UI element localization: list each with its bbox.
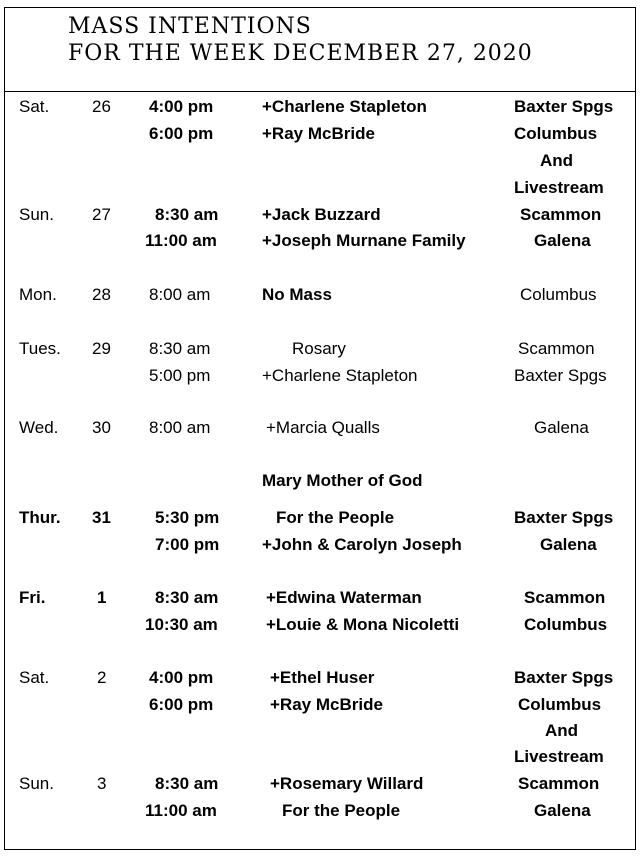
mass-location: Livestream	[514, 747, 604, 766]
mass-location: Baxter Spgs	[514, 366, 607, 385]
mass-location: Columbus	[520, 285, 597, 304]
mass-time: 5:00 pm	[149, 366, 211, 385]
title-line-1: MASS INTENTIONS	[68, 14, 312, 39]
mass-location: Galena	[534, 801, 591, 820]
mass-time: 10:30 am	[145, 615, 218, 634]
mass-time: 8:00 am	[149, 285, 211, 304]
day-label: Wed.	[19, 418, 59, 437]
mass-time: 11:00 am	[145, 231, 217, 250]
mass-intention: +Edwina Waterman	[266, 588, 422, 607]
title-line-2: FOR THE WEEK DECEMBER 27, 2020	[68, 41, 533, 66]
day-label: Sun.	[19, 774, 54, 793]
mass-intention: +Marcia Qualls	[266, 418, 380, 437]
date-label: 30	[92, 418, 111, 437]
mass-location: Baxter Spgs	[514, 508, 614, 527]
date-label: 26	[92, 97, 111, 116]
day-label: Sat.	[19, 97, 50, 116]
mass-time: 8:00 am	[149, 418, 211, 437]
mass-intention: +Louie & Mona Nicoletti	[266, 615, 460, 634]
mass-time: 8:30 am	[155, 205, 219, 224]
date-label: 2	[97, 668, 107, 687]
mass-location: Columbus	[518, 695, 602, 714]
mass-intention: For the People	[276, 508, 395, 527]
date-label: 28	[92, 285, 111, 304]
day-label: Thur.	[19, 508, 61, 527]
day-label: Sun.	[19, 205, 54, 224]
day-label: Mon.	[19, 285, 57, 304]
mass-intention: +Charlene Stapleton	[262, 97, 427, 116]
mass-time: 11:00 am	[145, 801, 217, 820]
mass-location: And	[545, 721, 579, 740]
mass-time: 7:00 pm	[155, 535, 220, 554]
mass-intention: +Ethel Huser	[270, 668, 375, 687]
date-label: 31	[92, 508, 111, 527]
date-label: 1	[97, 588, 107, 607]
mass-time: 8:30 am	[155, 774, 219, 793]
day-label: Sat.	[19, 668, 50, 687]
date-label: 3	[97, 774, 107, 793]
mass-location: Scammon	[520, 205, 602, 224]
mass-time: 8:30 am	[149, 339, 211, 358]
mass-location: Galena	[540, 535, 597, 554]
mass-location: Scammon	[518, 774, 600, 793]
mass-location: Baxter Spgs	[514, 668, 614, 687]
mass-time: 6:00 pm	[149, 124, 214, 143]
mass-location: Columbus	[524, 615, 608, 634]
mass-time: 4:00 pm	[149, 97, 214, 116]
mass-time: 8:30 am	[155, 588, 219, 607]
mass-intention: +Charlene Stapleton	[262, 366, 418, 385]
mass-time: 4:00 pm	[149, 668, 214, 687]
mass-location: Baxter Spgs	[514, 97, 614, 116]
date-label: 29	[92, 339, 111, 358]
mass-location: Galena	[534, 231, 591, 250]
title-box	[5, 8, 635, 92]
mass-intention: For the People	[282, 801, 401, 820]
feast-day-label: Mary Mother of God	[262, 471, 423, 490]
mass-intention: +John & Carolyn Joseph	[262, 535, 462, 554]
mass-intention: +Joseph Murnane Family	[262, 231, 466, 250]
mass-location: Columbus	[514, 124, 598, 143]
mass-time: 6:00 pm	[149, 695, 214, 714]
mass-time: 5:30 pm	[155, 508, 220, 527]
mass-intention: +Rosemary Willard	[270, 774, 424, 793]
mass-intention: No Mass	[262, 285, 332, 304]
mass-intention: +Ray McBride	[262, 124, 375, 143]
day-label: Tues.	[19, 339, 61, 358]
mass-location: Livestream	[514, 178, 604, 197]
day-label: Fri.	[19, 588, 46, 607]
mass-location: And	[540, 151, 574, 170]
mass-intention: Rosary	[292, 339, 346, 358]
mass-intention: +Jack Buzzard	[262, 205, 381, 224]
mass-intention: +Ray McBride	[270, 695, 383, 714]
mass-location: Scammon	[518, 339, 595, 358]
date-label: 27	[92, 205, 111, 224]
mass-location: Scammon	[524, 588, 606, 607]
mass-location: Galena	[534, 418, 589, 437]
